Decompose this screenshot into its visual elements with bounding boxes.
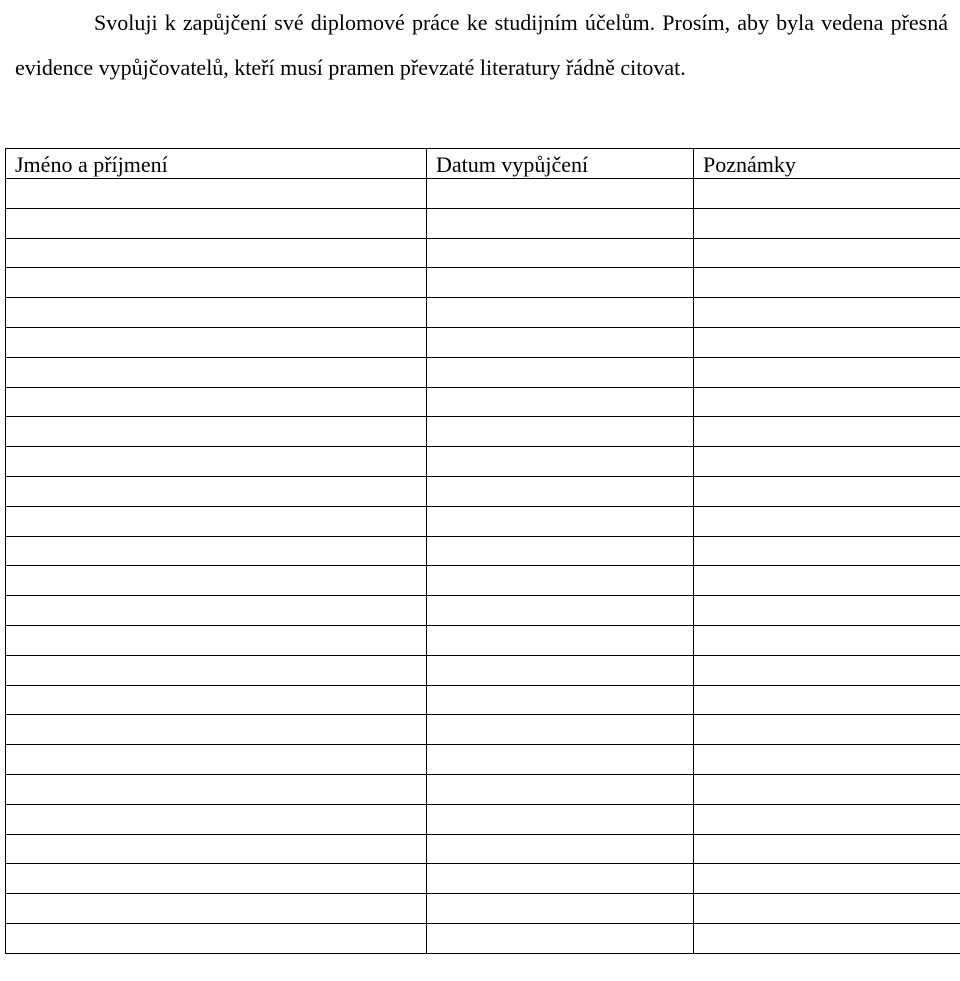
cell-borrow-date xyxy=(427,506,694,536)
ledger-row xyxy=(6,447,960,477)
ledger-row xyxy=(6,625,960,655)
ledger-row xyxy=(6,387,960,417)
cell-notes xyxy=(694,476,960,506)
ledger-row xyxy=(6,327,960,357)
cell-borrow-date xyxy=(427,745,694,775)
cell-name-surname xyxy=(6,804,427,834)
ledger-row xyxy=(6,864,960,894)
cell-notes xyxy=(694,238,960,268)
cell-notes xyxy=(694,804,960,834)
ledger-row xyxy=(6,238,960,268)
ledger-row xyxy=(6,655,960,685)
cell-notes xyxy=(694,655,960,685)
cell-borrow-date xyxy=(427,655,694,685)
cell-name-surname xyxy=(6,357,427,387)
cell-name-surname xyxy=(6,774,427,804)
cell-borrow-date xyxy=(427,387,694,417)
header-notes: Poznámky xyxy=(694,149,960,179)
ledger-row xyxy=(6,536,960,566)
cell-notes xyxy=(694,357,960,387)
cell-borrow-date xyxy=(427,923,694,953)
ledger-row xyxy=(6,298,960,328)
cell-name-surname xyxy=(6,268,427,298)
cell-borrow-date xyxy=(427,864,694,894)
ledger-row xyxy=(6,774,960,804)
cell-name-surname xyxy=(6,745,427,775)
cell-notes xyxy=(694,327,960,357)
cell-name-surname xyxy=(6,625,427,655)
ledger-body xyxy=(6,179,960,954)
cell-notes xyxy=(694,745,960,775)
cell-name-surname xyxy=(6,208,427,238)
cell-name-surname xyxy=(6,476,427,506)
cell-name-surname xyxy=(6,536,427,566)
ledger-row xyxy=(6,745,960,775)
cell-notes xyxy=(694,298,960,328)
ledger-row xyxy=(6,596,960,626)
ledger-row xyxy=(6,179,960,209)
ledger-row xyxy=(6,566,960,596)
cell-notes xyxy=(694,208,960,238)
cell-borrow-date xyxy=(427,894,694,924)
cell-notes xyxy=(694,834,960,864)
cell-borrow-date xyxy=(427,357,694,387)
cell-borrow-date xyxy=(427,298,694,328)
cell-notes xyxy=(694,923,960,953)
cell-name-surname xyxy=(6,447,427,477)
cell-notes xyxy=(694,179,960,209)
ledger-row xyxy=(6,685,960,715)
cell-name-surname xyxy=(6,387,427,417)
ledger-row xyxy=(6,804,960,834)
ledger-row xyxy=(6,268,960,298)
header-borrow-date: Datum vypůjčení xyxy=(427,149,694,179)
cell-borrow-date xyxy=(427,327,694,357)
cell-borrow-date xyxy=(427,536,694,566)
cell-notes xyxy=(694,596,960,626)
cell-borrow-date xyxy=(427,179,694,209)
cell-notes xyxy=(694,774,960,804)
cell-notes xyxy=(694,536,960,566)
cell-borrow-date xyxy=(427,566,694,596)
cell-name-surname xyxy=(6,417,427,447)
ledger-row xyxy=(6,834,960,864)
cell-notes xyxy=(694,566,960,596)
cell-borrow-date xyxy=(427,625,694,655)
cell-notes xyxy=(694,506,960,536)
cell-notes xyxy=(694,387,960,417)
ledger-row xyxy=(6,417,960,447)
ledger-row xyxy=(6,923,960,953)
ledger-row xyxy=(6,506,960,536)
cell-notes xyxy=(694,685,960,715)
cell-borrow-date xyxy=(427,417,694,447)
cell-name-surname xyxy=(6,655,427,685)
cell-name-surname xyxy=(6,864,427,894)
cell-name-surname xyxy=(6,894,427,924)
cell-notes xyxy=(694,894,960,924)
cell-name-surname xyxy=(6,685,427,715)
cell-borrow-date xyxy=(427,804,694,834)
cell-borrow-date xyxy=(427,685,694,715)
cell-borrow-date xyxy=(427,715,694,745)
cell-borrow-date xyxy=(427,238,694,268)
cell-name-surname xyxy=(6,923,427,953)
cell-name-surname xyxy=(6,834,427,864)
cell-borrow-date xyxy=(427,447,694,477)
cell-notes xyxy=(694,864,960,894)
cell-name-surname xyxy=(6,506,427,536)
cell-borrow-date xyxy=(427,268,694,298)
borrower-ledger-table xyxy=(5,148,960,954)
ledger-row xyxy=(6,894,960,924)
ledger-row xyxy=(6,357,960,387)
cell-borrow-date xyxy=(427,774,694,804)
cell-name-surname xyxy=(6,298,427,328)
cell-name-surname xyxy=(6,566,427,596)
cell-borrow-date xyxy=(427,208,694,238)
cell-notes xyxy=(694,417,960,447)
cell-name-surname xyxy=(6,179,427,209)
ledger-row xyxy=(6,476,960,506)
cell-name-surname xyxy=(6,715,427,745)
cell-notes xyxy=(694,268,960,298)
cell-notes xyxy=(694,447,960,477)
cell-borrow-date xyxy=(427,476,694,506)
header-name-surname: Jméno a příjmení xyxy=(6,149,427,179)
ledger-row xyxy=(6,715,960,745)
ledger-row xyxy=(6,208,960,238)
consent-paragraph: Svoluji k zapůjčení své diplomové práce ke studijním účelům. Prosím, aby byla vedena přesná evidence vypůjčovatelů, kteří musí pramen převzaté literatury řádně citovat. xyxy=(15,10,948,80)
cell-name-surname xyxy=(6,596,427,626)
ledger-header-row xyxy=(6,149,960,179)
cell-borrow-date xyxy=(427,834,694,864)
cell-notes xyxy=(694,625,960,655)
cell-borrow-date xyxy=(427,596,694,626)
cell-notes xyxy=(694,715,960,745)
cell-name-surname xyxy=(6,238,427,268)
cell-name-surname xyxy=(6,327,427,357)
